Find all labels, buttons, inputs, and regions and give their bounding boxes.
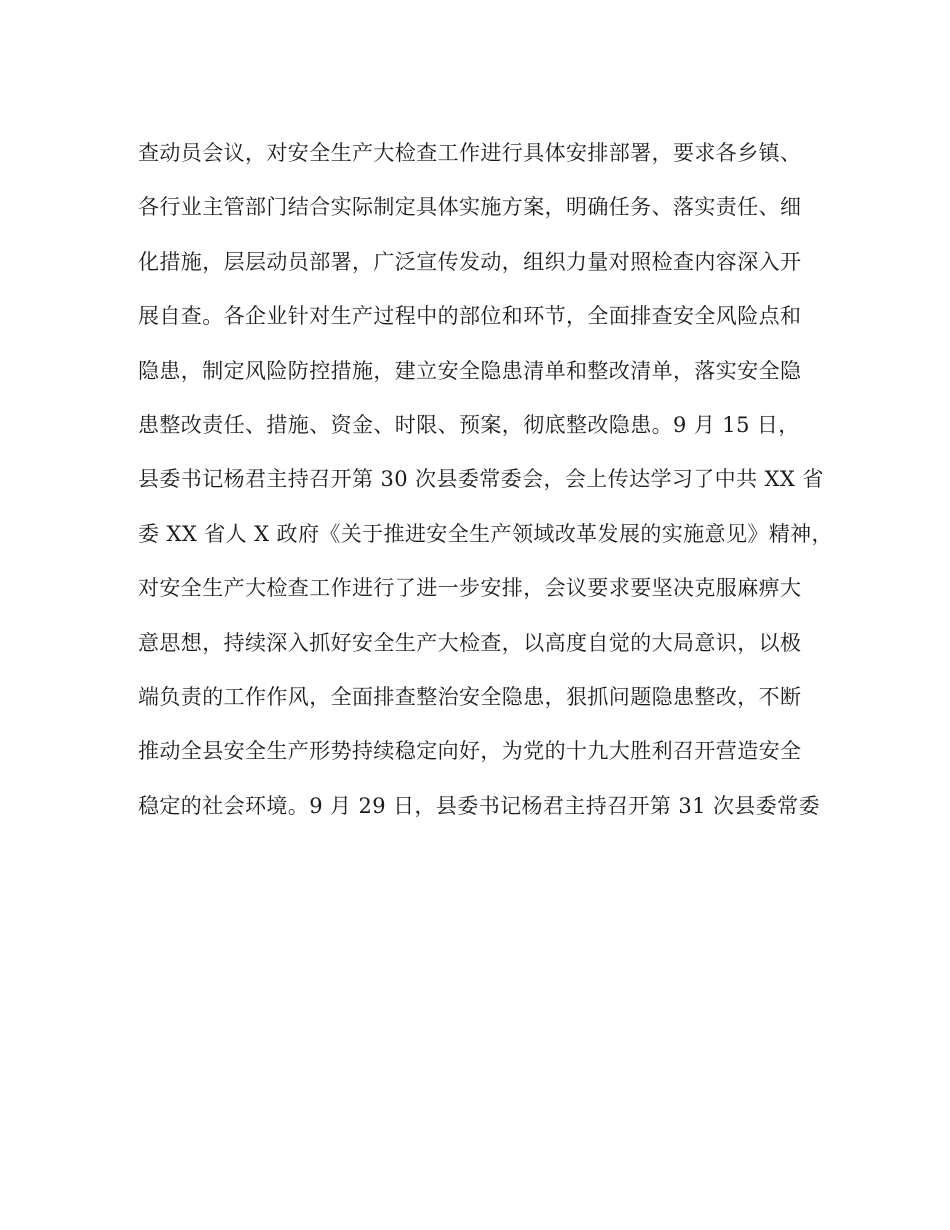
- text-line-11: 端负责的工作作风，全面排查整治安全隐患，狠抓问题隐患整改，不断: [138, 684, 802, 709]
- body-paragraph: [138, 136, 833, 843]
- text-line-8: 委 XX 省人 X 政府《关于推进安全生产领域改革发展的实施意见》精神，: [138, 521, 833, 546]
- text-line-13: 稳定的社会环境。9 月 29 日，县委书记杨君主持召开第 31 次县委常委: [138, 793, 820, 818]
- text-line-4: 展自查。各企业针对生产过程中的部位和环节，全面排查安全风险点和: [138, 304, 802, 329]
- text-line-6: 患整改责任、措施、资金、时限、预案，彻底整改隐患。9 月 15 日，: [138, 412, 800, 437]
- text-line-12: 推动全县安全生产形势持续稳定向好，为党的十九大胜利召开营造安全: [138, 739, 802, 764]
- text-line-2: 各行业主管部门结合实际制定具体实施方案，明确任务、落实责任、细: [138, 195, 802, 220]
- text-line-3: 化措施，层层动员部署，广泛宣传发动，组织力量对照检查内容深入开: [138, 249, 802, 274]
- text-line-7: 县委书记杨君主持召开第 30 次县委常委会，会上传达学习了中共 XX 省: [138, 467, 824, 492]
- text-line-5: 隐患，制定风险防控措施，建立安全隐患清单和整改清单，落实安全隐: [138, 358, 802, 383]
- text-line-10: 意思想，持续深入抓好安全生产大检查，以高度自觉的大局意识，以极: [138, 630, 802, 655]
- text-line-9: 对安全生产大检查工作进行了进一步安排，会议要求要坚决克服麻痹大: [138, 576, 802, 601]
- text-line-1: 查动员会议，对安全生产大检查工作进行具体安排部署，要求各乡镇、: [138, 141, 802, 165]
